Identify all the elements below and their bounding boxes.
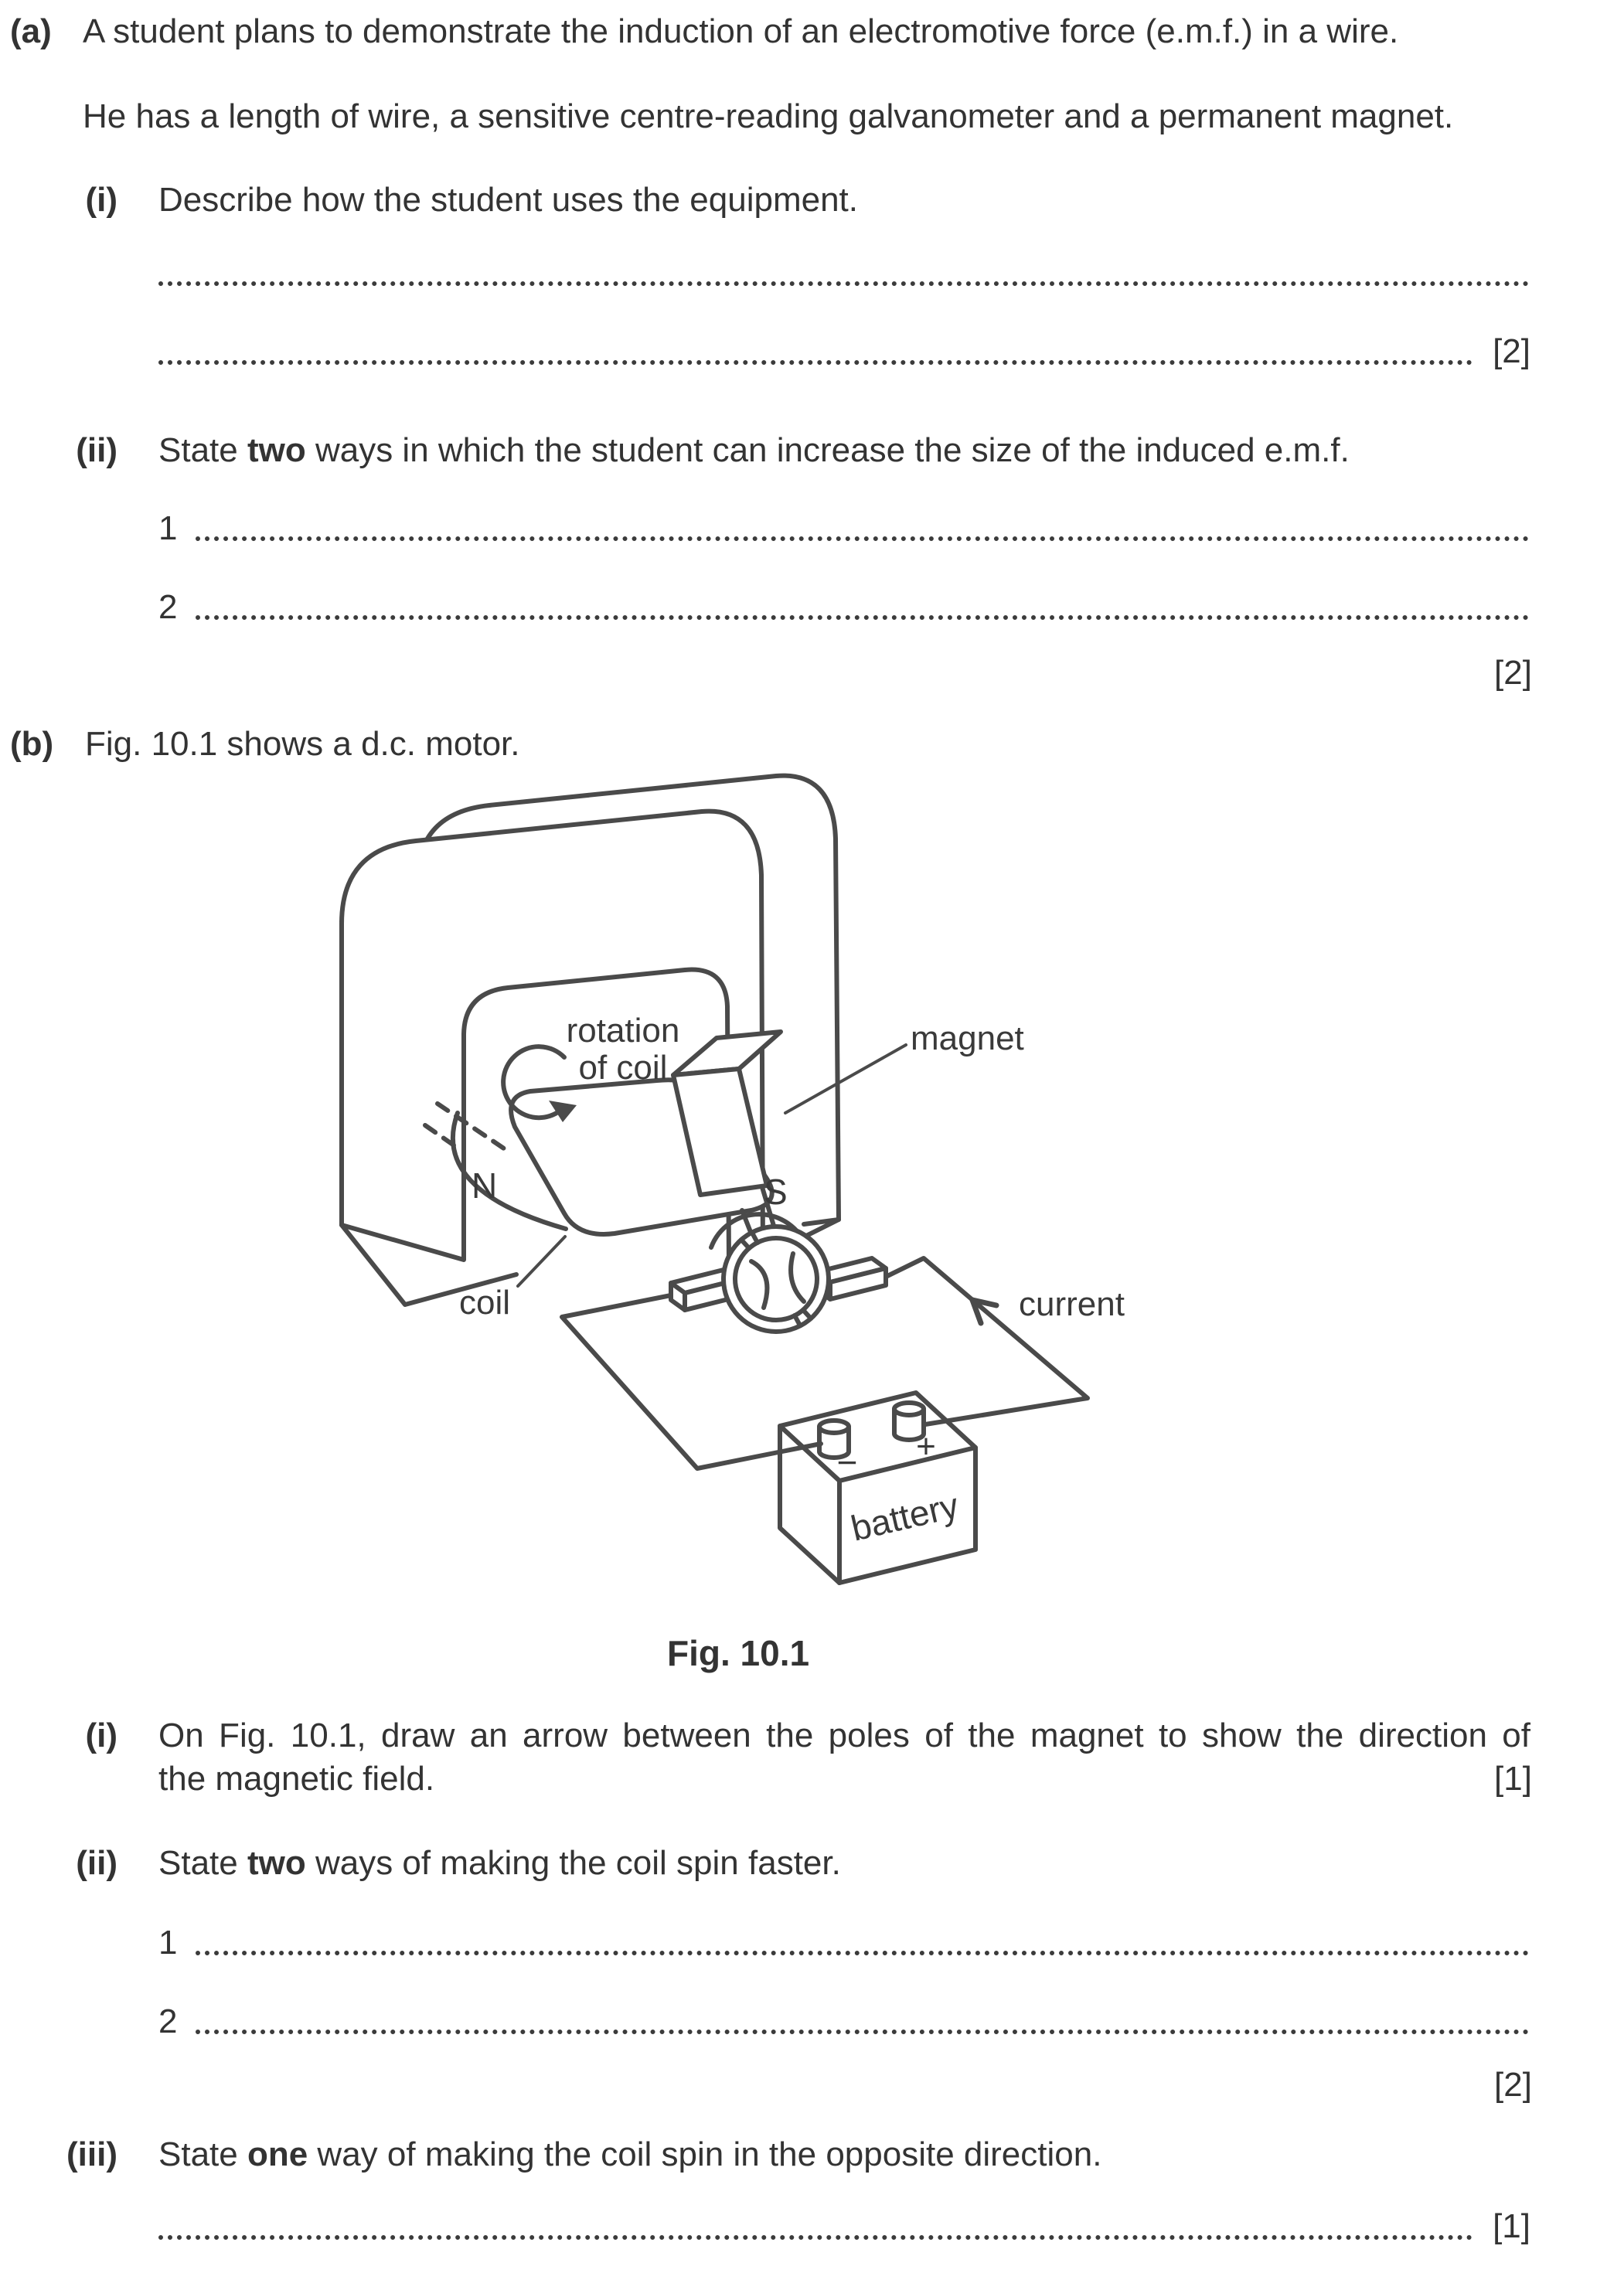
answer-number: 1 xyxy=(158,509,178,547)
part-b-iii-prompt xyxy=(158,2135,1101,2175)
answer-line xyxy=(158,255,1529,292)
prompt-text: ways in which the student can increase the size of the induced e.m.f. xyxy=(305,431,1350,469)
label-coil: coil xyxy=(459,1284,511,1322)
dotted-line xyxy=(158,360,1472,365)
marks-badge: [2] xyxy=(1493,332,1530,370)
magnet-leader-line xyxy=(785,1045,906,1113)
part-a-ii-marker: (ii) xyxy=(76,431,117,469)
label-rotation-line1: rotation xyxy=(566,1012,680,1050)
part-a-line1: A student plans to demonstrate the induction of an electromotive force (e.m.f.) in a wire. xyxy=(83,12,1399,50)
part-a-line2: He has a length of wire, a sensitive centre-reading galvanometer and a permanent magnet. xyxy=(83,97,1454,135)
dotted-line xyxy=(158,281,1529,286)
prompt-text: State xyxy=(158,431,247,469)
label-s-pole: S xyxy=(764,1172,788,1212)
dotted-line xyxy=(196,536,1529,541)
answer-line xyxy=(158,2003,1529,2040)
part-b-i-line1: On Fig. 10.1, draw an arrow between the poles of the magnet to show the direction of xyxy=(158,1717,1530,1754)
part-b-i-marker: (i) xyxy=(85,1717,117,1754)
coil-leader-line xyxy=(518,1237,565,1286)
answer-number: 2 xyxy=(158,2002,178,2040)
prompt-bold-word: two xyxy=(247,1844,306,1882)
part-b-i-line2: the magnetic field. xyxy=(158,1760,435,1798)
answer-number: 2 xyxy=(158,588,178,626)
dotted-line xyxy=(196,2030,1529,2034)
prompt-text: State xyxy=(158,2135,247,2173)
label-magnet: magnet xyxy=(911,1019,1024,1057)
label-current: current xyxy=(1019,1285,1125,1323)
answer-line xyxy=(158,1924,1529,1962)
part-b-ii-prompt xyxy=(158,1843,841,1883)
answer-line xyxy=(158,510,1529,547)
prompt-text: State xyxy=(158,1844,247,1882)
label-minus-terminal: − xyxy=(836,1442,858,1482)
figure-motor-diagram xyxy=(232,773,1314,1627)
label-rotation-line2: of coil xyxy=(578,1049,668,1087)
answer-line xyxy=(158,334,1530,371)
part-b-ii-marker: (ii) xyxy=(76,1844,117,1882)
dotted-line xyxy=(158,2235,1472,2240)
part-b-marker: (b) xyxy=(10,725,54,763)
part-a-marker: (a) xyxy=(10,12,52,50)
dotted-line xyxy=(196,1951,1529,1955)
part-b-iii-marker: (iii) xyxy=(66,2135,117,2173)
part-a-i-prompt: Describe how the student uses the equipment. xyxy=(158,181,858,219)
dotted-line xyxy=(196,615,1529,620)
prompt-bold-word: two xyxy=(247,431,306,469)
part-a-ii-prompt xyxy=(158,430,1350,471)
part-b-intro: Fig. 10.1 shows a d.c. motor. xyxy=(85,725,520,763)
label-n-pole: N xyxy=(472,1165,498,1206)
answer-line xyxy=(158,2209,1530,2246)
marks-badge: [1] xyxy=(1494,1760,1532,1798)
label-plus-terminal: + xyxy=(916,1427,936,1465)
marks-badge: [2] xyxy=(1494,2066,1532,2104)
marks-badge: [1] xyxy=(1493,2207,1530,2245)
answer-line xyxy=(158,589,1529,626)
answer-number: 1 xyxy=(158,1924,178,1962)
prompt-text: way of making the coil spin in the opposite direction. xyxy=(308,2135,1102,2173)
prompt-text: ways of making the coil spin faster. xyxy=(305,1844,841,1882)
label-battery: battery xyxy=(847,1485,962,1549)
part-a-i-marker: (i) xyxy=(85,181,117,219)
prompt-bold-word: one xyxy=(247,2135,308,2173)
marks-badge: [2] xyxy=(1494,654,1532,692)
figure-caption: Fig. 10.1 xyxy=(667,1633,810,1673)
